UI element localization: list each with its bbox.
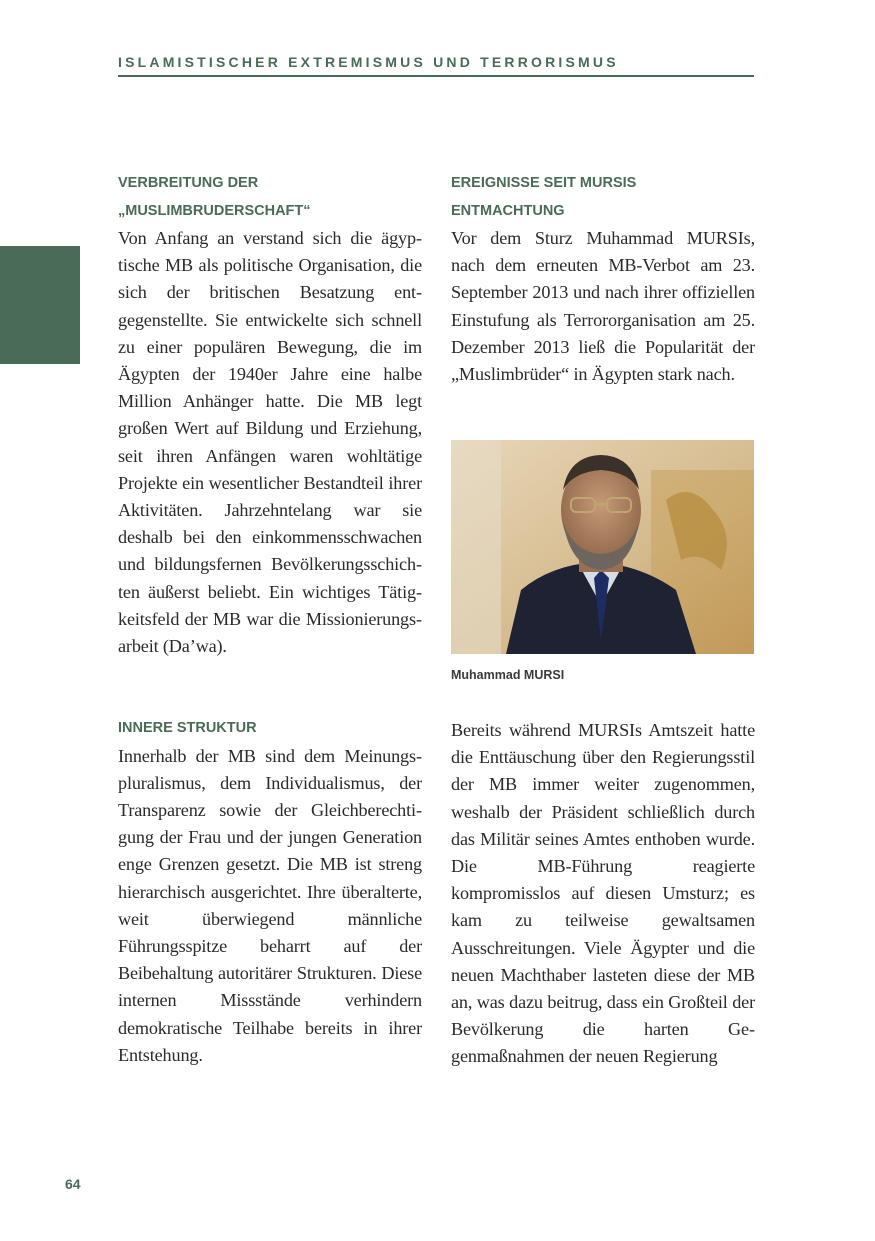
running-head-title: ISLAMISTISCHER EXTREMISMUS UND TERRORISMUS: [118, 54, 619, 70]
body-text-verbreitung: Von Anfang an verstand sich die ägyptische MB als politische Organisation, die sich der britischen Besatzung entgegenstellte. Sie entwickelte sich schnell zu einer populären Bewegung, die im Ägypten der 1940er Jahre eine halbe Million Anhänger hatte. Die MB legt großen Wert auf Bildung und Erziehung, seit ihren Anfängen waren wohltätige Projekte ein wesentlicher Bestandteil ihrer Aktivitäten. Jahrzehntelang war sie deshalb bei den einkommensschwachen und bildungsfernen Bevölkerungsschichten äußerst beliebt. Ein wichtiges Tätigkeitsfeld der MB war die Missionierungsarbeit (Da’wa).: [118, 228, 422, 657]
portrait-photo-illustration: [451, 440, 754, 654]
body-text-innere-struktur: Innerhalb der MB sind dem Meinungspluralismus, dem Individualismus, der Transparenz sowie der Gleichberechtigung der Frau und der jungen Generation enge Grenzen gesetzt. Die MB ist streng hierarchisch ausgerichtet. Ihre überalterte, weit überwiegend männliche Führungsspitze beharrt auf der Beibehaltung autoritärer Strukturen. Diese internen Missstände verhindern demokratische Teilhabe bereits in ihrer Entstehung.: [118, 745, 422, 1065]
section-innere-struktur: [118, 715, 422, 1069]
section-ereignisse: [451, 170, 755, 388]
heading-line: „MUSLIMBRUDERSCHAFT“: [118, 202, 311, 219]
section-heading-verbreitung: [118, 170, 422, 225]
section-heading-ereignisse: [451, 170, 755, 225]
body-text-amtszeit: Bereits während MURSIs Amtszeit hatte die Enttäuschung über den Regierungsstil der MB immer weiter zugenommen, weshalb der Präsident schließlich durch das Militär seines Amtes enthoben wurde. Die MB-Führung reagierte kompromisslos auf diesen Umsturz; es kam zu teilweise gewaltsamen Ausschreitungen. Viele Ägypter und die neuen Machthaber lasteten diese der MB an, was dazu beitrug, dass ein Großteil der Bevölkerung die harten Gegenmaßnahmen der neuen Regierung: [451, 720, 755, 1067]
heading-line: VERBREITUNG DER: [118, 175, 259, 191]
page-number: 64: [65, 1176, 81, 1192]
header-rule: [118, 75, 754, 77]
section-verbreitung: [118, 170, 422, 660]
chapter-side-tab: [0, 246, 80, 364]
photo-caption: Muhammad MURSI: [451, 668, 565, 682]
portrait-photo: [451, 440, 754, 654]
section-heading-innere-struktur: INNERE STRUKTUR: [118, 720, 257, 736]
heading-line: EREIGNISSE SEIT MURSIS: [451, 175, 637, 191]
section-amtszeit: [451, 715, 755, 1071]
heading-line: ENTMACHTUNG: [451, 202, 565, 219]
body-text-ereignisse: Vor dem Sturz Muhammad MURSIs, nach dem erneuten MB-Verbot am 23. September 2013 und nach ihrer offiziellen Einstufung als Terrororganisation am 25. Dezember 2013 ließ die Popularität der „Muslimbrüder“ in Ägypten stark nach.: [451, 228, 755, 385]
